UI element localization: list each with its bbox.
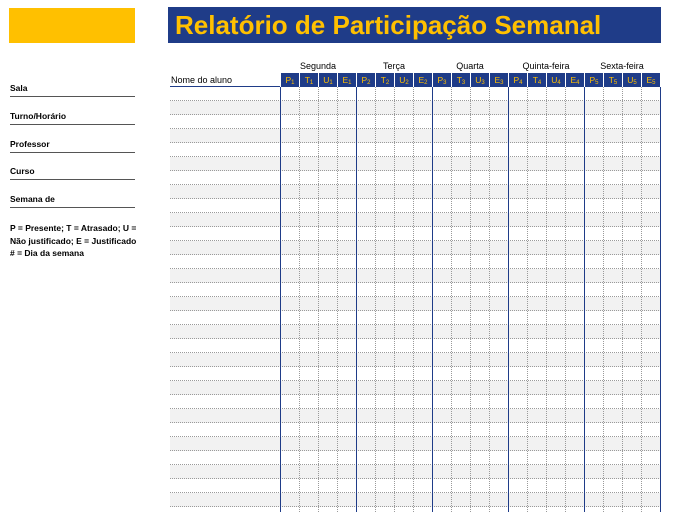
grid-column-line bbox=[413, 87, 414, 512]
accent-block bbox=[9, 8, 135, 43]
code-header-t5: $T_5$ bbox=[603, 73, 622, 87]
attendance-legend: P = Presente; T = Atrasado; U = Não justificado; E = Justificado # = Dia da semana bbox=[10, 223, 137, 258]
grid-column-line bbox=[451, 87, 452, 512]
grid-column-line bbox=[280, 87, 281, 512]
code-header-p5: $P_5$ bbox=[584, 73, 603, 87]
grid-column-line bbox=[603, 87, 604, 512]
day-label-0: Segunda bbox=[299, 61, 337, 71]
code-header-u2: $U_2$ bbox=[394, 73, 413, 87]
grid-column-line bbox=[546, 87, 547, 512]
table-row[interactable] bbox=[170, 297, 661, 311]
table-row[interactable] bbox=[170, 423, 661, 437]
code-header-p4: $P_4$ bbox=[508, 73, 527, 87]
code-header-e3: $E_3$ bbox=[489, 73, 508, 87]
table-row[interactable] bbox=[170, 213, 661, 227]
table-row[interactable] bbox=[170, 395, 661, 409]
grid-column-line bbox=[508, 87, 509, 512]
table-row[interactable] bbox=[170, 311, 661, 325]
table-row[interactable] bbox=[170, 409, 661, 423]
grid-column-line bbox=[565, 87, 566, 512]
grid-column-line bbox=[337, 87, 338, 512]
grid-column-line bbox=[299, 87, 300, 512]
code-header-u5: $U_5$ bbox=[622, 73, 641, 87]
code-header-t4: $T_4$ bbox=[527, 73, 546, 87]
grid-column-line bbox=[375, 87, 376, 512]
table-row[interactable] bbox=[170, 269, 661, 283]
day-label-1: Terça bbox=[382, 61, 405, 71]
table-row[interactable] bbox=[170, 185, 661, 199]
table-row[interactable] bbox=[170, 199, 661, 213]
table-row[interactable] bbox=[170, 367, 661, 381]
code-header-t2: $T_2$ bbox=[375, 73, 394, 87]
code-header-p2: $P_2$ bbox=[356, 73, 375, 87]
code-header-u3: $U_3$ bbox=[470, 73, 489, 87]
field-4[interactable]: Semana de bbox=[10, 193, 135, 208]
grid-end-line bbox=[660, 87, 661, 512]
code-header-e5: $E_5$ bbox=[641, 73, 660, 87]
grid-column-line bbox=[470, 87, 471, 512]
day-label-2: Quarta bbox=[456, 61, 484, 71]
table-row[interactable] bbox=[170, 381, 661, 395]
code-header-p3: $P_3$ bbox=[432, 73, 451, 87]
field-1[interactable]: Turno/Horário bbox=[10, 110, 135, 125]
table-row[interactable] bbox=[170, 465, 661, 479]
field-0[interactable]: Sala bbox=[10, 82, 135, 97]
code-header-p1: $P_1$ bbox=[280, 73, 299, 87]
page-title: Relatório de Participação Semanal bbox=[168, 7, 661, 43]
code-header-e1: $E_1$ bbox=[337, 73, 356, 87]
table-row[interactable] bbox=[170, 339, 661, 353]
student-name-header: Nome do aluno bbox=[171, 75, 233, 85]
grid-column-line bbox=[318, 87, 319, 512]
code-header-t1: $T_1$ bbox=[299, 73, 318, 87]
grid-column-line bbox=[641, 87, 642, 512]
table-row[interactable] bbox=[170, 241, 661, 255]
field-3[interactable]: Curso bbox=[10, 165, 135, 180]
table-row[interactable] bbox=[170, 255, 661, 269]
code-header-e4: $E_4$ bbox=[565, 73, 584, 87]
table-row[interactable] bbox=[170, 101, 661, 115]
table-row[interactable] bbox=[170, 479, 661, 493]
table-row[interactable] bbox=[170, 493, 661, 507]
grid-column-line bbox=[356, 87, 357, 512]
grid-column-line bbox=[432, 87, 433, 512]
table-row[interactable] bbox=[170, 87, 661, 101]
grid-column-line bbox=[622, 87, 623, 512]
table-row[interactable] bbox=[170, 283, 661, 297]
table-row[interactable] bbox=[170, 437, 661, 451]
table-row[interactable] bbox=[170, 353, 661, 367]
code-header-e2: $E_2$ bbox=[413, 73, 432, 87]
grid-column-line bbox=[527, 87, 528, 512]
code-header-u1: $U_1$ bbox=[318, 73, 337, 87]
table-row[interactable] bbox=[170, 115, 661, 129]
table-row[interactable] bbox=[170, 451, 661, 465]
grid-column-line bbox=[584, 87, 585, 512]
code-header-u4: $U_4$ bbox=[546, 73, 565, 87]
table-row[interactable] bbox=[170, 157, 661, 171]
day-label-3: Quinta-feira bbox=[522, 61, 570, 71]
table-row[interactable] bbox=[170, 143, 661, 157]
day-label-4: Sexta-feira bbox=[600, 61, 644, 71]
field-2[interactable]: Professor bbox=[10, 138, 135, 153]
table-row[interactable] bbox=[170, 227, 661, 241]
grid-column-line bbox=[394, 87, 395, 512]
code-header-t3: $T_3$ bbox=[451, 73, 470, 87]
table-row[interactable] bbox=[170, 325, 661, 339]
table-row[interactable] bbox=[170, 129, 661, 143]
grid-column-line bbox=[489, 87, 490, 512]
table-row[interactable] bbox=[170, 171, 661, 185]
